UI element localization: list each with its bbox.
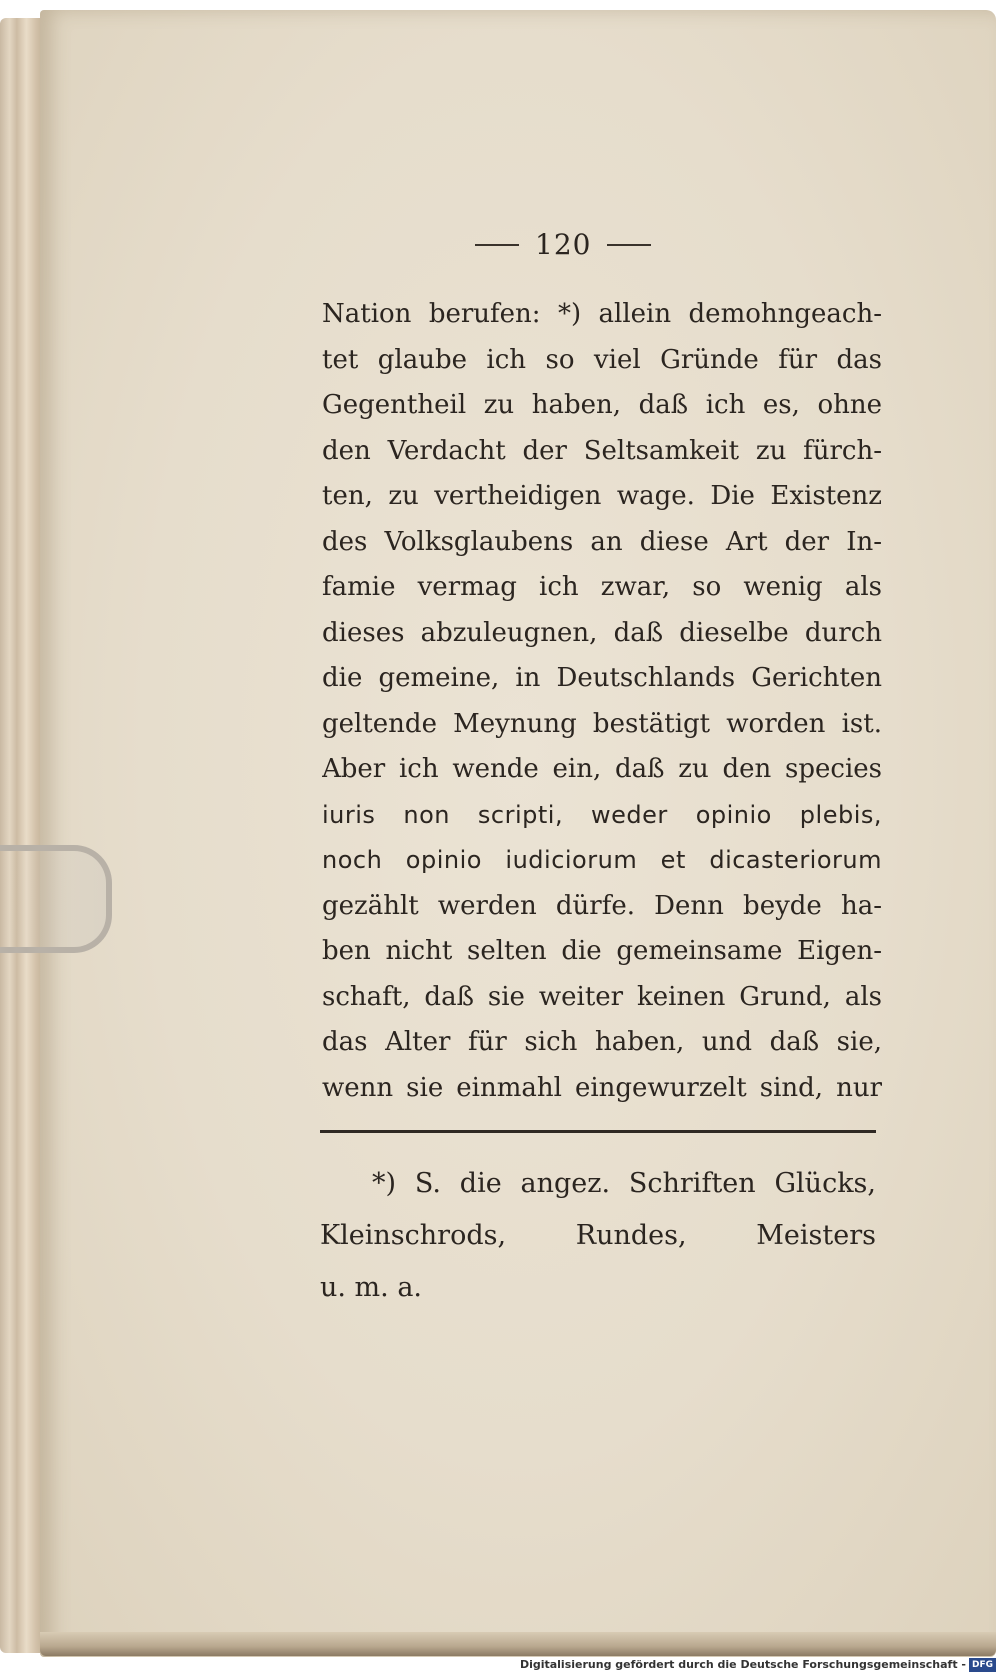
- page-number-dash-left: [475, 244, 519, 246]
- body-line: noch opinio iudiciorum et dicasteriorum: [322, 846, 882, 874]
- footnote-line: Kleinschrods, Rundes, Meisters: [320, 1220, 876, 1251]
- footnote-line: *) S. die angez. Schriften Glücks,: [372, 1168, 876, 1199]
- body-line: ten, zu vertheidigen wage. Die Existenz: [322, 481, 882, 511]
- body-line: dieses abzuleugnen, daß dieselbe durch: [322, 617, 882, 648]
- page-bottom-edge: [40, 1632, 996, 1656]
- body-line: geltende Meynung bestätigt worden ist.: [322, 708, 882, 739]
- footnote: [320, 1158, 876, 1314]
- body-line: den Verdacht der Seltsamkeit zu fürch-: [322, 435, 882, 466]
- page-number-value: 120: [535, 228, 592, 261]
- footnote-line: u. m. a.: [320, 1272, 423, 1303]
- body-line: gezählt werden dürfe. Denn beyde ha-: [322, 890, 882, 921]
- body-line: tet glaube ich so viel Gründe für das: [322, 344, 882, 375]
- body-line: iuris non scripti, weder opinio plebis,: [322, 800, 882, 829]
- page-clip: [0, 845, 112, 953]
- dfg-logo-icon: DFG: [969, 1658, 996, 1672]
- body-line: ben nicht selten die gemeinsame Eigen-: [322, 936, 882, 966]
- body-text: [322, 292, 882, 1111]
- page-number-dash-right: [607, 244, 651, 246]
- body-line: schaft, daß sie weiter keinen Grund, als: [322, 981, 882, 1012]
- footnote-rule: [320, 1130, 876, 1133]
- body-line: das Alter für sich haben, und daß sie,: [322, 1027, 882, 1057]
- body-line: wenn sie einmahl eingewurzelt sind, nur: [322, 1072, 882, 1103]
- body-line: Gegentheil zu haben, daß ich es, ohne: [322, 390, 882, 420]
- body-line: des Volksglaubens an diese Art der In-: [322, 526, 882, 557]
- body-line: Aber ich wende ein, daß zu den species: [322, 754, 882, 784]
- body-line: die gemeine, in Deutschlands Gerichten: [322, 663, 882, 693]
- body-line: famie vermag ich zwar, so wenig als: [322, 572, 882, 602]
- page-number: [475, 228, 775, 261]
- body-line: Nation berufen: *) allein demohngeach-: [322, 299, 882, 329]
- dfg-credit: Digitalisierung gefördert durch die Deutsche Forschungsgemeinschaft -: [519, 1658, 966, 1671]
